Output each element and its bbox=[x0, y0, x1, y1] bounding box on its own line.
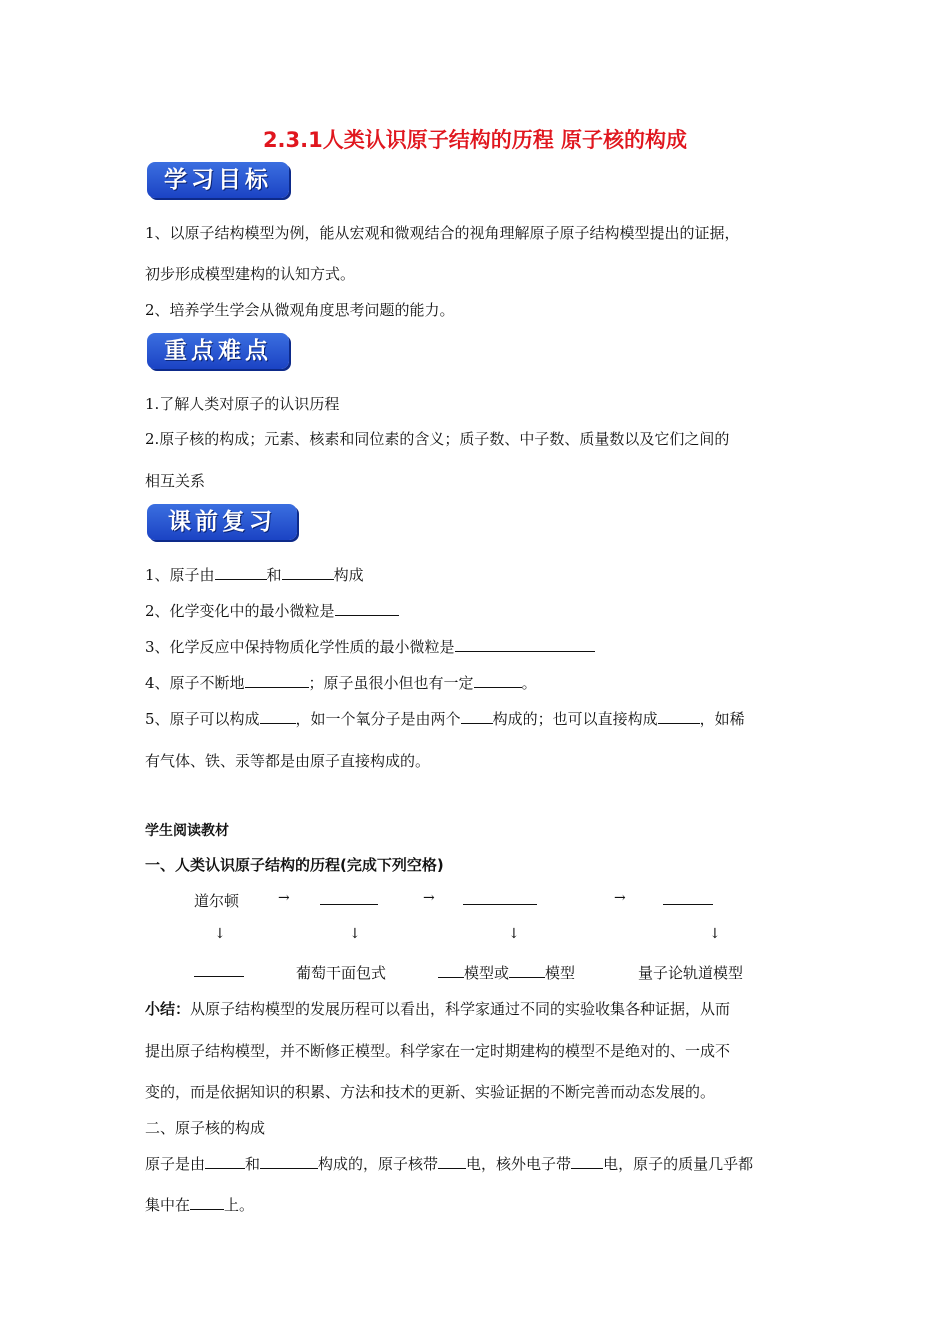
blank[interactable] bbox=[571, 1154, 603, 1169]
q4-text-b: ；原子虽很小但也有一定 bbox=[308, 674, 474, 692]
p2-text-e: 电，原子的质量几乎都 bbox=[603, 1155, 754, 1173]
summary-line-3: 变的，而是依据知识的积累、方法和技术的更新、实验证据的不断完善而动态发展的。 bbox=[145, 1083, 716, 1101]
summary-line-2: 提出原子结构模型，并不断修正模型。科学家在一定时期建构的模型不是绝对的、一成不 bbox=[145, 1042, 731, 1060]
blank[interactable] bbox=[461, 709, 493, 724]
blank[interactable] bbox=[463, 890, 537, 905]
p2-text-b: 和 bbox=[245, 1155, 261, 1173]
q4-text-c: 。 bbox=[521, 674, 537, 692]
review-question-5 bbox=[145, 708, 745, 729]
review-question-4 bbox=[145, 672, 537, 693]
part-2-question-line-2 bbox=[145, 1194, 254, 1215]
p2-text-a: 原子是由 bbox=[145, 1155, 206, 1173]
down-arrow-icon: ↓ bbox=[214, 926, 226, 942]
part-1-heading: 一、人类认识原子结构的历程(完成下列空格) bbox=[145, 856, 444, 874]
q5-text-d: ，如稀 bbox=[699, 710, 745, 728]
right-arrow-icon: → bbox=[423, 890, 435, 906]
blank[interactable] bbox=[215, 565, 267, 580]
blank[interactable] bbox=[474, 673, 522, 688]
blank[interactable] bbox=[320, 890, 378, 905]
blank[interactable] bbox=[438, 1154, 466, 1169]
model-text-b: 模型 bbox=[545, 964, 576, 982]
key-point-2-line-1: 2.原子核的构成；元素、核素和同位素的含义；质子数、中子数、质量数以及它们之间的 bbox=[145, 430, 730, 448]
blank[interactable] bbox=[663, 890, 713, 905]
goal-item-1-line-1: 1、以原子结构模型为例，能从宏观和微观结合的视角理解原子原子结构模型提出的证据， bbox=[145, 224, 740, 242]
blank[interactable] bbox=[194, 962, 244, 977]
p2-line2-text-b: 上。 bbox=[224, 1196, 255, 1214]
q1-text-c: 构成 bbox=[333, 566, 364, 584]
q1-text-a: 1、原子由 bbox=[145, 566, 215, 584]
node-blank-3 bbox=[663, 890, 713, 909]
blank[interactable] bbox=[455, 637, 595, 652]
q2-text: 2、化学变化中的最小微粒是 bbox=[145, 602, 335, 620]
blank[interactable] bbox=[260, 1154, 318, 1169]
down-arrow-icon: ↓ bbox=[709, 926, 721, 942]
part-2-question-line-1 bbox=[145, 1153, 753, 1174]
key-point-2-line-2: 相互关系 bbox=[145, 472, 206, 490]
p2-line2-text-a: 集中在 bbox=[145, 1196, 191, 1214]
summary-text-1: 从原子结构模型的发展历程可以看出，科学家通过不同的实验收集各种证据，从而 bbox=[190, 1000, 731, 1018]
blank[interactable] bbox=[438, 963, 464, 978]
review-question-3 bbox=[145, 636, 595, 657]
goal-item-2: 2、培养学生学会从微观角度思考问题的能力。 bbox=[145, 301, 455, 319]
node-blank-1 bbox=[320, 890, 378, 909]
q5-text-c: 构成的；也可以直接构成 bbox=[492, 710, 658, 728]
review-question-5-line-2: 有气体、铁、汞等都是由原子直接构成的。 bbox=[145, 752, 431, 770]
section-badge-key-points: 重点难点 bbox=[147, 333, 289, 369]
right-arrow-icon: → bbox=[278, 890, 290, 906]
page-title: 2.3.1人类认识原子结构的历程 原子核的构成 bbox=[262, 128, 688, 152]
p2-text-d: 电，核外电子带 bbox=[466, 1155, 572, 1173]
reading-heading: 学生阅读教材 bbox=[145, 823, 229, 839]
blank[interactable] bbox=[509, 963, 545, 978]
right-arrow-icon: → bbox=[614, 890, 626, 906]
q4-text-a: 4、原子不断地 bbox=[145, 674, 245, 692]
down-arrow-icon: ↓ bbox=[508, 926, 520, 942]
node-plum-pudding: 葡萄干面包式 bbox=[296, 964, 387, 982]
node-model-choice bbox=[438, 962, 575, 983]
review-question-2 bbox=[145, 600, 399, 621]
node-blank-4 bbox=[194, 962, 244, 981]
node-dalton: 道尔顿 bbox=[194, 892, 240, 910]
blank[interactable] bbox=[282, 565, 334, 580]
down-arrow-icon: ↓ bbox=[349, 926, 361, 942]
part-2-heading: 二、原子核的构成 bbox=[145, 1119, 266, 1137]
key-point-1: 1.了解人类对原子的认识历程 bbox=[145, 395, 340, 413]
node-blank-2 bbox=[463, 890, 537, 909]
q3-text: 3、化学反应中保持物质化学性质的最小微粒是 bbox=[145, 638, 455, 656]
goal-item-1-line-2: 初步形成模型建构的认知方式。 bbox=[145, 265, 356, 283]
blank[interactable] bbox=[260, 709, 296, 724]
blank[interactable] bbox=[245, 673, 309, 688]
section-badge-review: 课前复习 bbox=[147, 504, 297, 540]
q1-text-b: 和 bbox=[266, 566, 282, 584]
p2-text-c: 构成的，原子核带 bbox=[318, 1155, 439, 1173]
q5-text-b: ，如一个氧分子是由两个 bbox=[295, 710, 461, 728]
summary-label: 小结： bbox=[145, 1000, 191, 1018]
review-question-1 bbox=[145, 564, 364, 585]
blank[interactable] bbox=[190, 1195, 224, 1210]
blank[interactable] bbox=[335, 601, 399, 616]
blank[interactable] bbox=[658, 709, 700, 724]
q5-text-a: 5、原子可以构成 bbox=[145, 710, 260, 728]
model-text-a: 模型或 bbox=[464, 964, 510, 982]
blank[interactable] bbox=[205, 1154, 245, 1169]
node-quantum-model: 量子论轨道模型 bbox=[638, 964, 744, 982]
section-badge-goals: 学习目标 bbox=[147, 162, 289, 198]
summary-line-1 bbox=[145, 998, 730, 1019]
